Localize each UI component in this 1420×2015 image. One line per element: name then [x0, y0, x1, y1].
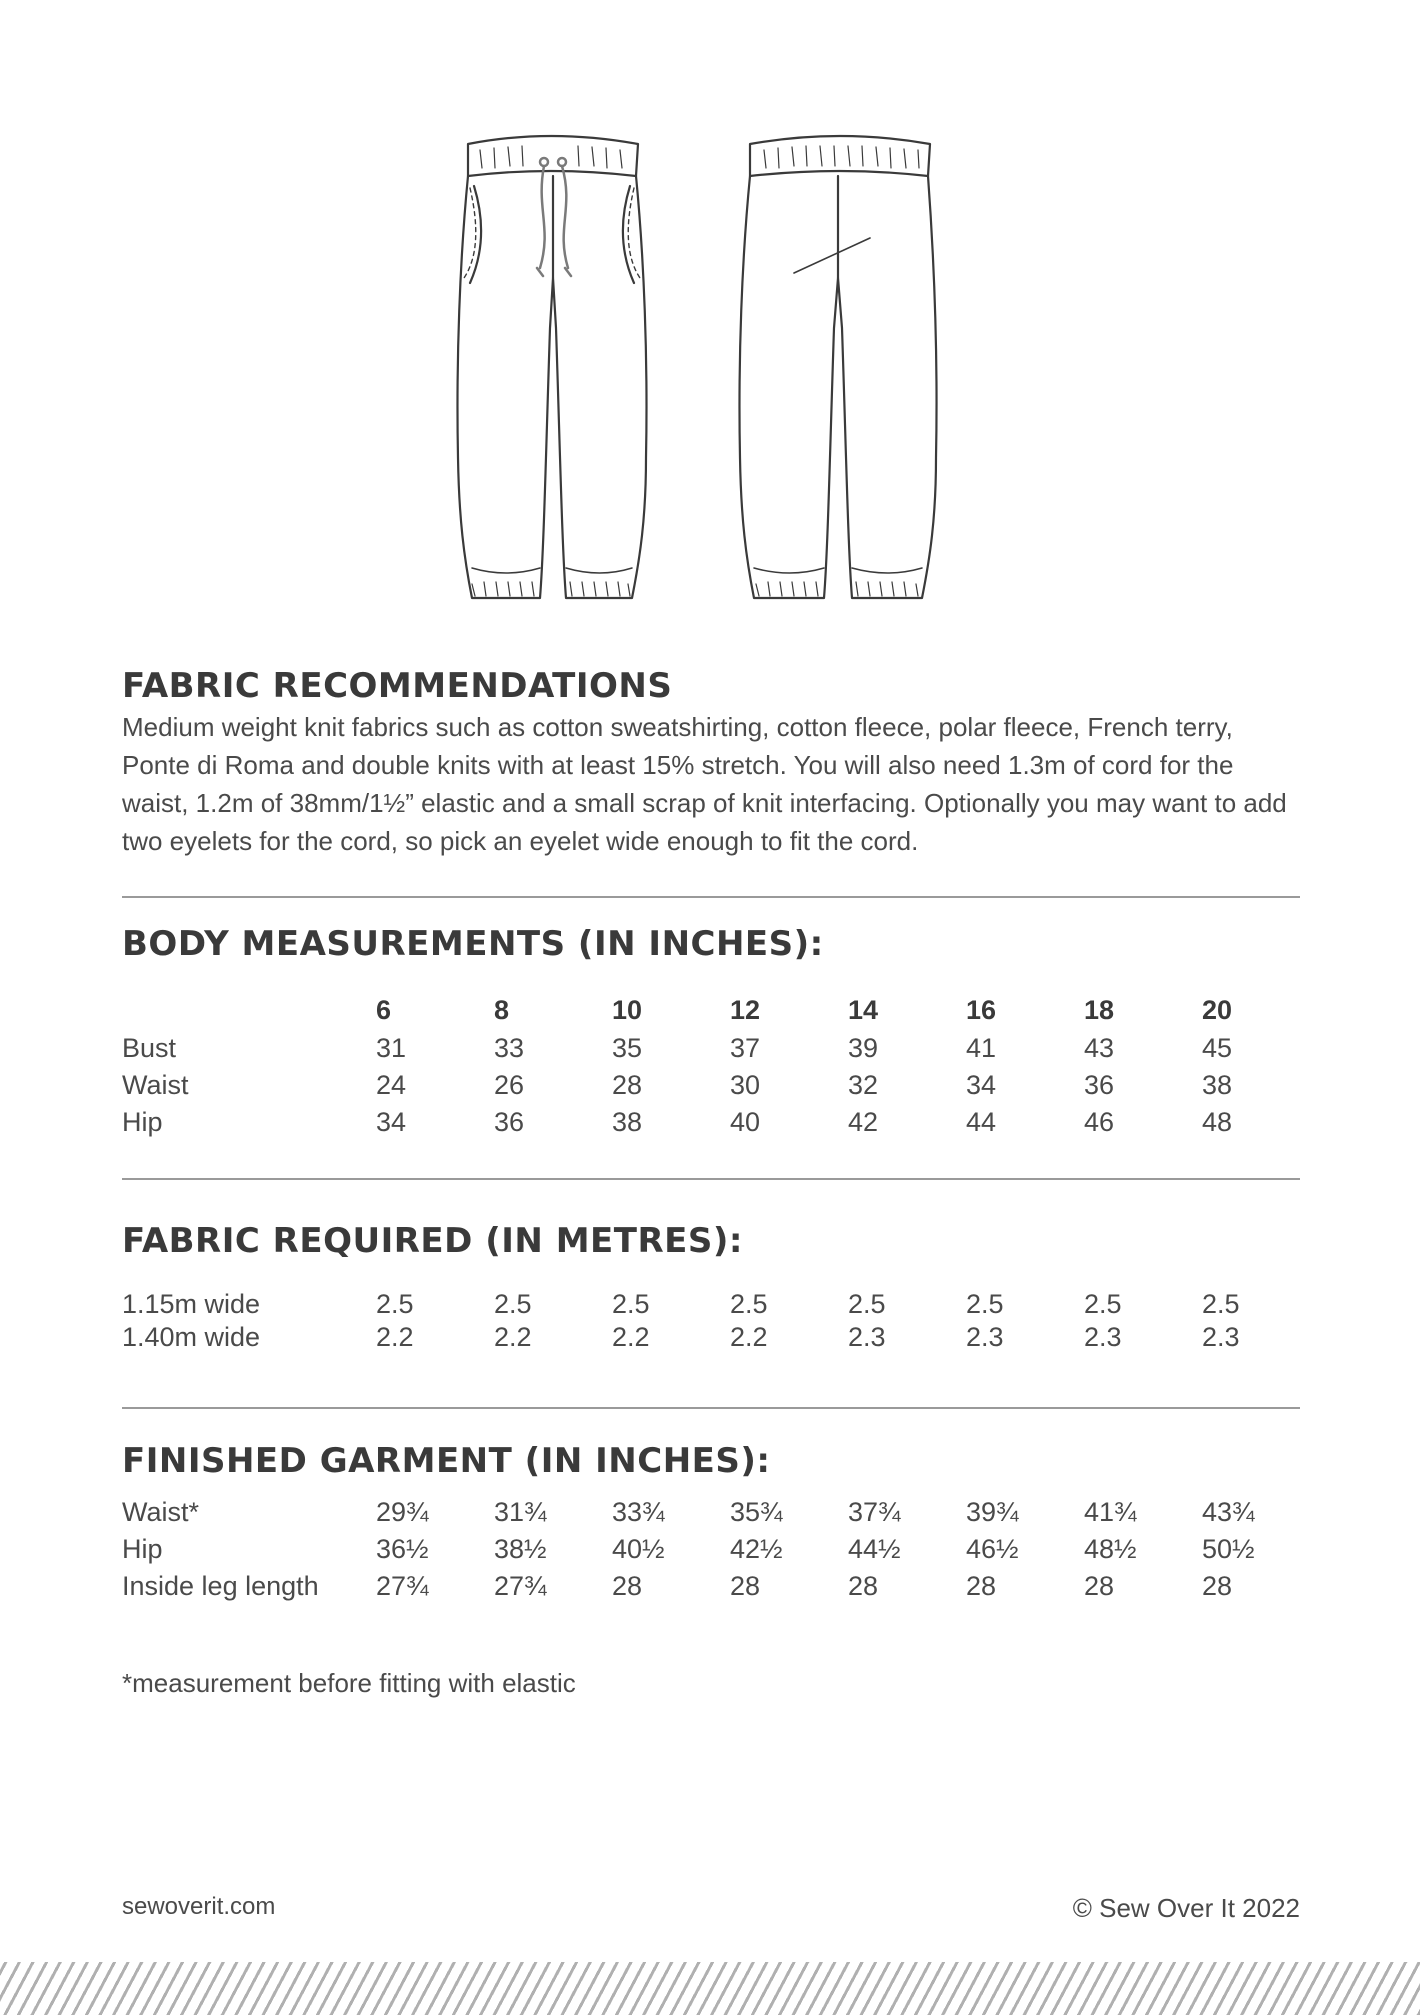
table-cell: 28 — [848, 1571, 879, 1601]
table-row — [122, 1531, 1320, 1568]
table-cell: 42 — [848, 1107, 879, 1137]
table-cell: 26 — [494, 1070, 525, 1100]
divider — [122, 1407, 1300, 1409]
table-cell: 40 — [730, 1107, 761, 1137]
size-header-row — [122, 990, 1320, 1030]
table-cell: 43 — [1084, 1033, 1115, 1063]
table-cell: 39¾ — [966, 1497, 1019, 1527]
website-link[interactable]: sewoverit.com — [122, 1893, 276, 1920]
table-cell: 2.5 — [848, 1289, 886, 1319]
table-cell: 46 — [1084, 1107, 1115, 1137]
size-header: 16 — [966, 994, 997, 1025]
table-cell: 35¾ — [730, 1497, 783, 1527]
table-cell: 38½ — [494, 1534, 547, 1564]
table-cell: 43¾ — [1202, 1497, 1255, 1527]
front-view-trousers — [457, 136, 646, 598]
table-cell: 38 — [1202, 1070, 1233, 1100]
table-row — [122, 1494, 1320, 1531]
table-cell: 41 — [966, 1033, 997, 1063]
size-header: 6 — [376, 994, 392, 1025]
row-label: Hip — [122, 1534, 163, 1564]
table-cell: 24 — [376, 1070, 407, 1100]
finished-garment-table — [122, 1494, 1320, 1605]
table-cell: 28 — [730, 1571, 761, 1601]
size-header: 8 — [494, 994, 510, 1025]
row-label: Waist* — [122, 1497, 200, 1527]
trousers-technical-drawing — [440, 128, 980, 618]
table-cell: 2.2 — [376, 1322, 414, 1352]
table-cell: 41¾ — [1084, 1497, 1137, 1527]
size-header: 20 — [1202, 994, 1233, 1025]
table-row — [122, 1321, 1320, 1354]
table-cell: 31 — [376, 1033, 407, 1063]
table-cell: 27¾ — [494, 1571, 547, 1601]
table-cell: 34 — [966, 1070, 997, 1100]
table-cell: 27¾ — [376, 1571, 429, 1601]
table-cell: 31¾ — [494, 1497, 547, 1527]
finished-garment-title: FINISHED GARMENT (IN INCHES): — [122, 1441, 771, 1481]
row-label: Hip — [122, 1107, 163, 1137]
table-cell: 28 — [612, 1571, 643, 1601]
table-cell: 46½ — [966, 1534, 1019, 1564]
table-cell: 36½ — [376, 1534, 429, 1564]
decorative-stripe-border — [0, 1962, 1420, 2015]
copyright-text: © Sew Over It 2022 — [1072, 1893, 1300, 1923]
row-label: Waist — [122, 1070, 189, 1100]
table-cell: 36 — [1084, 1070, 1115, 1100]
size-header: 10 — [612, 994, 643, 1025]
table-cell: 28 — [1202, 1571, 1233, 1601]
table-row — [122, 1030, 1320, 1067]
size-header: 14 — [848, 994, 879, 1025]
table-cell: 2.3 — [1084, 1322, 1122, 1352]
table-cell: 2.5 — [376, 1289, 414, 1319]
table-cell: 2.5 — [1202, 1289, 1240, 1319]
table-cell: 34 — [376, 1107, 407, 1137]
table-cell: 2.3 — [966, 1322, 1004, 1352]
table-cell: 29¾ — [376, 1497, 429, 1527]
table-cell: 50½ — [1202, 1534, 1255, 1564]
body-measurements-table — [122, 990, 1320, 1141]
table-cell: 35 — [612, 1033, 643, 1063]
table-cell: 2.5 — [494, 1289, 532, 1319]
table-cell: 40½ — [612, 1534, 665, 1564]
table-row — [122, 1104, 1320, 1141]
fabric-recommendations-title: FABRIC RECOMMENDATIONS — [122, 666, 673, 706]
divider — [122, 896, 1300, 898]
table-cell: 37¾ — [848, 1497, 901, 1527]
table-cell: 2.3 — [848, 1322, 886, 1352]
row-label: 1.15m wide — [122, 1289, 261, 1319]
table-cell: 48 — [1202, 1107, 1233, 1137]
table-cell: 38 — [612, 1107, 643, 1137]
table-cell: 32 — [848, 1070, 879, 1100]
table-cell: 28 — [1084, 1571, 1115, 1601]
body-measurements-title: BODY MEASUREMENTS (IN INCHES): — [122, 924, 824, 964]
row-label: 1.40m wide — [122, 1322, 261, 1352]
table-cell: 39 — [848, 1033, 879, 1063]
table-cell: 44 — [966, 1107, 997, 1137]
table-row — [122, 1568, 1320, 1605]
divider — [122, 1178, 1300, 1180]
elastic-footnote: *measurement before fitting with elastic — [122, 1668, 576, 1698]
table-cell: 28 — [966, 1571, 997, 1601]
table-cell: 48½ — [1084, 1534, 1137, 1564]
table-row — [122, 1288, 1320, 1321]
fabric-required-title: FABRIC REQUIRED (IN METRES): — [122, 1221, 743, 1261]
size-header-spacer — [122, 990, 376, 1030]
table-cell: 30 — [730, 1070, 761, 1100]
table-cell: 2.5 — [966, 1289, 1004, 1319]
table-cell: 2.5 — [612, 1289, 650, 1319]
table-cell: 33¾ — [612, 1497, 665, 1527]
table-cell: 37 — [730, 1033, 761, 1063]
table-cell: 44½ — [848, 1534, 901, 1564]
table-cell: 2.3 — [1202, 1322, 1240, 1352]
table-row — [122, 1067, 1320, 1104]
row-label: Bust — [122, 1033, 177, 1063]
size-header: 18 — [1084, 994, 1115, 1025]
fabric-recommendations-text: Medium weight knit fabrics such as cotton sweatshirting, cotton fleece, polar fleece, French terry, Ponte di Roma and double knits with at least 15% stretch. You will also need 1.3m of cord for the waist, 1.2m of 38mm/1½” elastic and a small scrap of knit interfacing. Optionally you may want to add two eyelets for the cord, so pick an eyelet wide enough to fit the cord. — [122, 712, 1287, 856]
table-cell: 42½ — [730, 1534, 783, 1564]
back-view-trousers — [739, 136, 936, 598]
table-cell: 45 — [1202, 1033, 1233, 1063]
row-label: Inside leg length — [122, 1571, 319, 1601]
size-header: 12 — [730, 994, 761, 1025]
table-cell: 2.2 — [494, 1322, 532, 1352]
table-cell: 2.2 — [730, 1322, 768, 1352]
table-cell: 2.5 — [1084, 1289, 1122, 1319]
table-cell: 33 — [494, 1033, 525, 1063]
table-cell: 28 — [612, 1070, 643, 1100]
fabric-required-table — [122, 1288, 1320, 1354]
table-cell: 2.2 — [612, 1322, 650, 1352]
table-cell: 2.5 — [730, 1289, 768, 1319]
table-cell: 36 — [494, 1107, 525, 1137]
